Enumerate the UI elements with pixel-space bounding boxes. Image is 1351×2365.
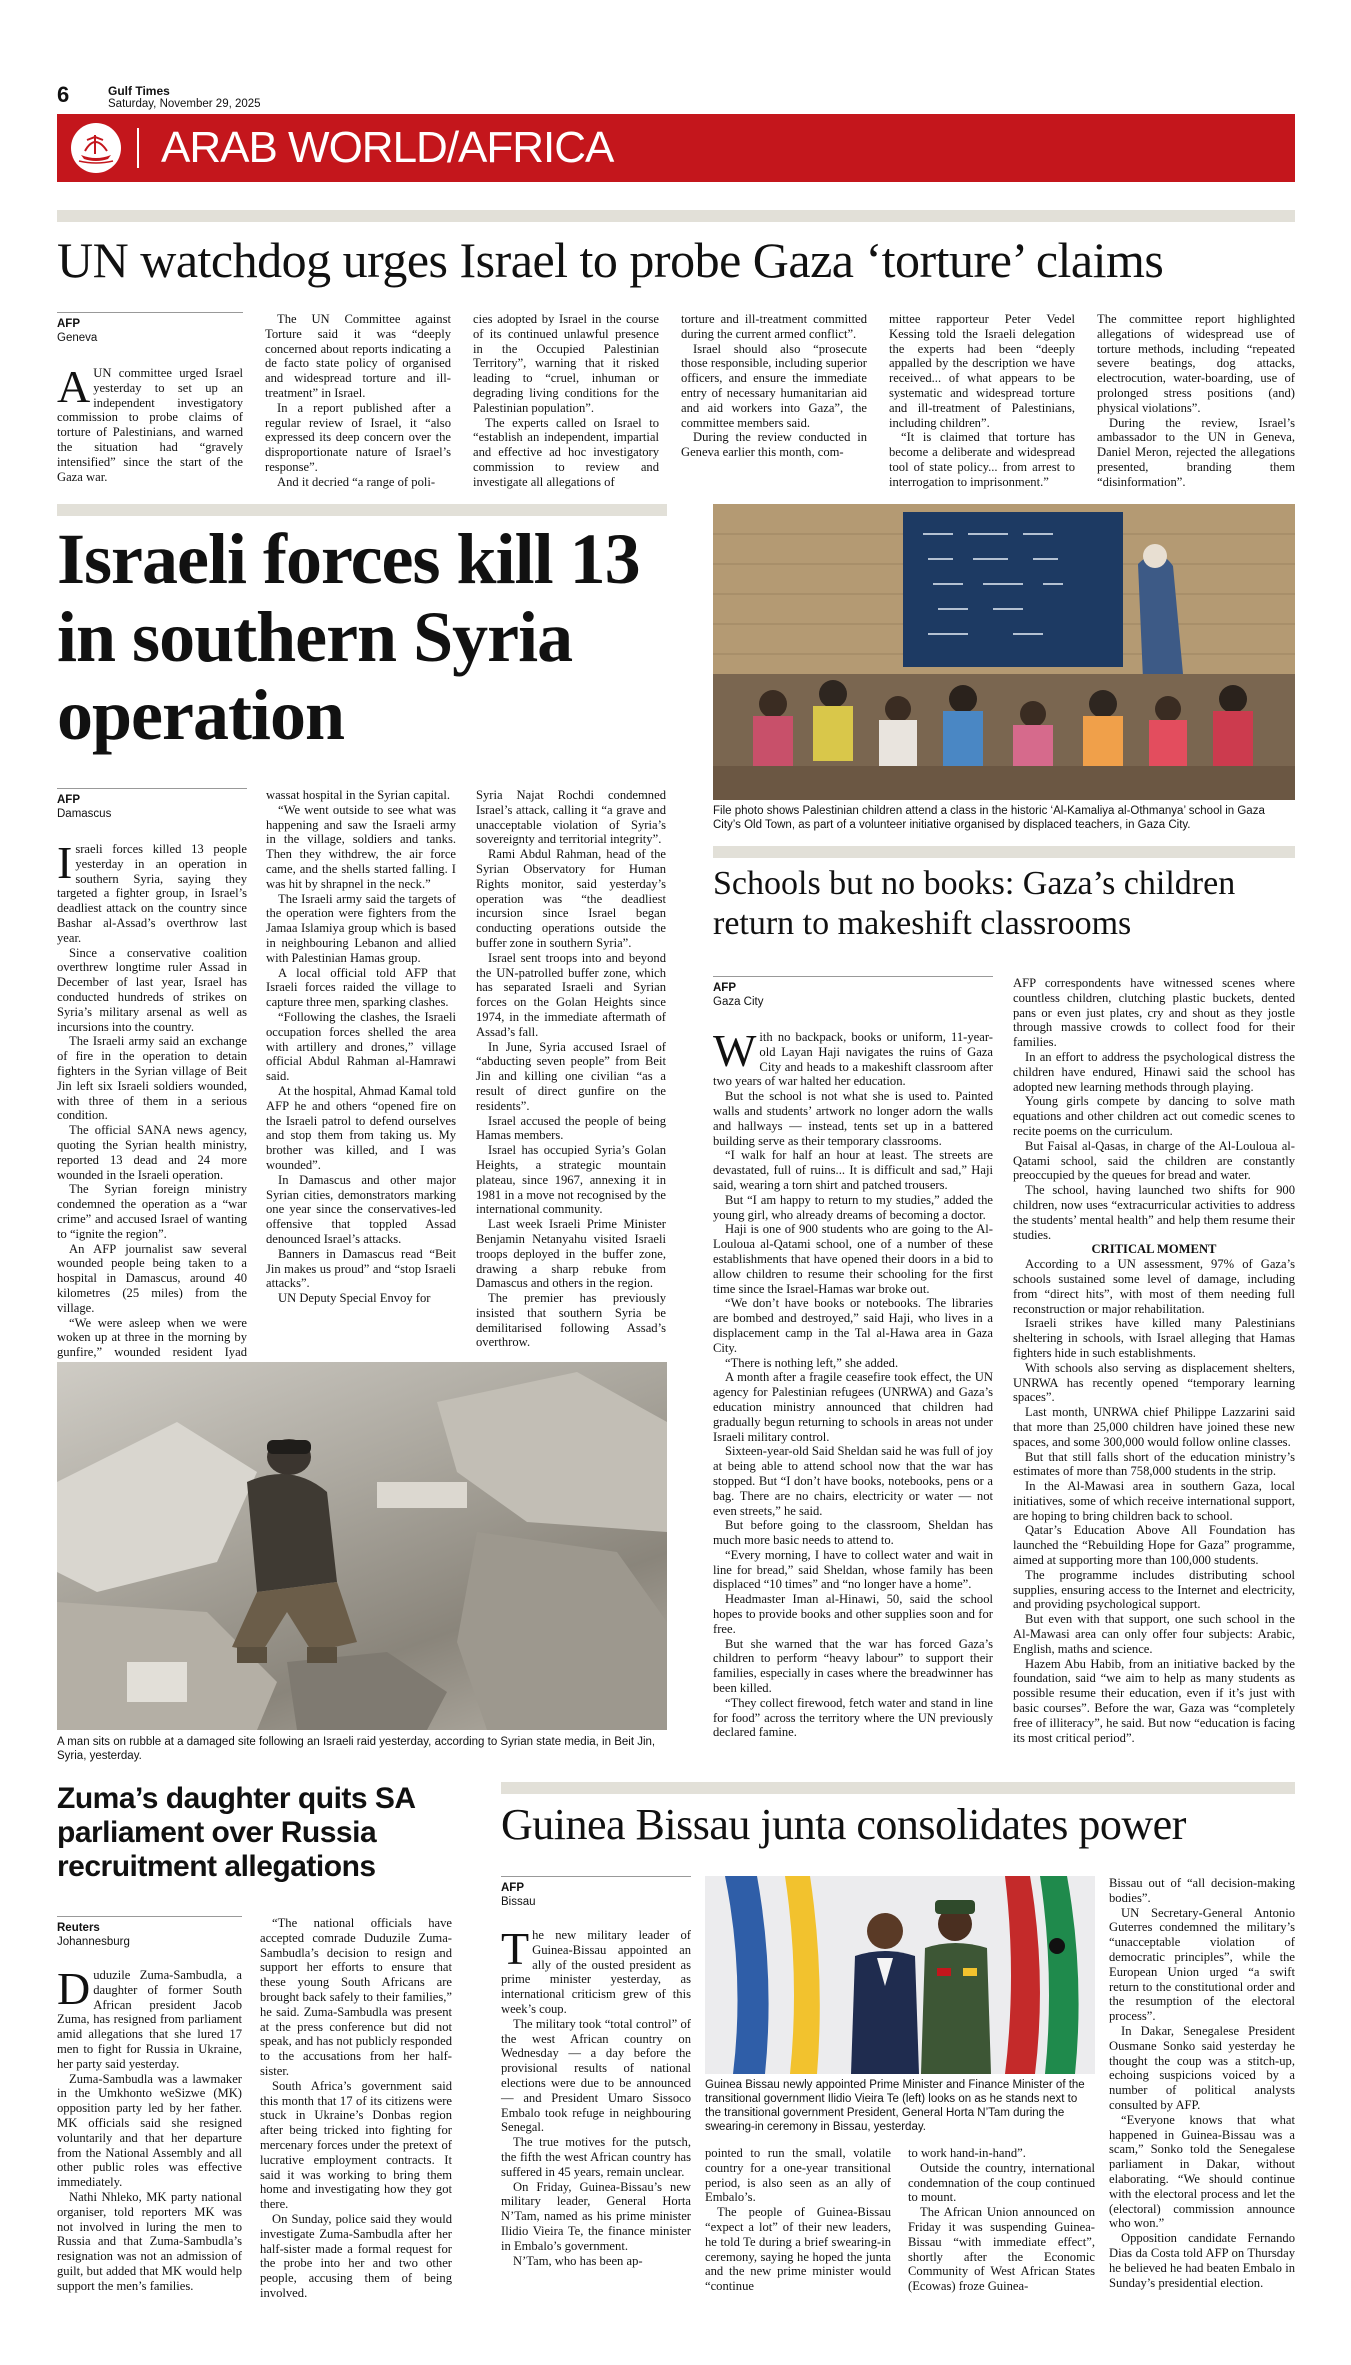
section-rule [57,210,1295,222]
swearing-in-photo [705,1876,1095,2074]
story5-byline [501,1876,691,1909]
story1-paragraph: UN committee urged Israel yesterday to set up an independent investigatory commission to probe claims of torture of Palestinians, and warned the situation had “gravely intensified” since the start of the Gaza war. [57,366,243,484]
story3-paragraph: “They collect firewood, fetch water and stand in line for food” across the territory where the UN previously declared famine. [713,1695,993,1740]
story4-col2 [260,1916,452,2301]
story2-byline [57,788,247,821]
story3-paragraph: Hazem Abu Habib, from an initiative backed by the foundation, said “we aim to help as many students as possible resume their education, even if it’s just with basic courses”. Before the war, Gaza was “completely free of illiteracy”, he said. But now “education is facing its most critical period”. [1013,1656,1295,1745]
story5-paragraph: In Dakar, Senegalese President Ousmane Sonko said yesterday he thought the coup was a stitch-up, echoing suspicions voiced by a number of political analysts consulted by AFP. [1109,2023,1295,2112]
story3-paragraph: But the school is not what she is used to. Painted walls and students’ artwork no longer adorn the walls and hallways — instead, tents set up in a battered building serve as their temporary classrooms. [713,1089,993,1148]
story4-dropcap: D [57,1963,91,2014]
story4-paragraph: On Sunday, police said they would investigate Zuma-Sambudla after her half-sister made a formal request for the probe into her and two other people, accusing them of being involved. [260,2211,452,2300]
story2-dropcap: I [57,837,73,888]
story1-paragraph: And it decried “a range of poli- [277,474,436,489]
story1-paragraph: During the review, Israel’s ambassador to the UN in Geneva, Daniel Meron, rejected the allegations presented, branding them “disinformation”. [1097,415,1295,489]
story5-dropcap: T [501,1923,530,1974]
story5-paragraph: Outside the country, international condemnation of the coup continued to mount. [908,2160,1095,2205]
story1-paragraph: The committee report highlighted allegations of widespread use of torture methods, including “repeated severe beatings, dog attacks, electrocution, water-boarding, use of prolonged stress positions (and) physical violations”. [1097,312,1295,415]
story2-paragraph: The Israeli army said the targets of the operation were fighters from the Jamaa Islamiya group which is based in neighbouring Lebanon and allied with Palestinian Hamas group. [266,891,456,965]
story1-headline: UN watchdog urges Israel to probe Gaza ‘torture’ claims [57,232,1164,288]
story3-paragraph: “I walk for half an hour at least. The streets are devastated, full of ruins... It is difficult and sad,” Haji said, wearing a torn shirt and patched trousers. [713,1148,993,1192]
story5-col1 [501,1923,691,2268]
story4-col1 [57,1963,242,2294]
story1-col1 [57,361,243,484]
story1-paragraph: torture and ill-treatment committed during the current armed conflict”. [681,312,867,341]
story2-col3 [476,788,666,1350]
story2-paragraph: An AFP journalist saw several wounded people being taken to a hospital in Damascus, around 40 kilometres (25 miles) from the village. [57,1241,247,1315]
story3-paragraph: In the Al-Mawasi area in southern Gaza, local initiatives, some of which receive international support, are hoping to bring children back to school. [1013,1479,1295,1523]
story3-col2 [1013,976,1295,1745]
story1-col4 [681,312,867,460]
story3-paragraph: A month after a fragile ceasefire took effect, the UN agency for Palestinian refugees (UNRWA) and Gaza’s education ministry announced that children had gradually begun returning to schools in areas not under Israeli military control. [713,1370,993,1444]
story5-paragraph: he new military leader of Guinea-Bissau appointed an ally of the ousted president as prime minister yesterday, as international criticism grew of this week’s coup. [501,1928,691,2016]
story2-headline: Israeli forces kill 13 in southern Syria operation [57,519,640,755]
story1-col2 [265,312,451,490]
story5-headline: Guinea Bissau junta consolidates power [501,1800,1186,1849]
story4-paragraph: South Africa’s government said this month that 17 of its citizens were stuck in Ukraine’s Donbas region after being tricked into fighting for mercenary forces under the pretext of lucrative employment contracts. It said it was working to bring them home and investigating how they got there. [260,2078,452,2212]
story2-dateline: Damascus [57,808,112,820]
story4-paragraph: Nathi Nhleko, MK party national organiser, told reporters MK was not involved in luring the men to Russia and that Zuma-Sambudla’s resignation was not an admission of guilt, but added that MK would help support the men’s families. [57,2189,242,2293]
story3-paragraph: “Every morning, I have to collect water and wait in line for bread,” said Sheldan, whose family has been displaced “10 times” and “no longer have a home”. [713,1547,993,1592]
page-number: 6 [57,82,70,107]
story1-agency: AFP [57,318,80,330]
story2-paragraph: Syria Najat Rochdi condemned Israel’s attack, calling it “a grave and unacceptable violation of Syria’s sovereignty and territorial integrity”. [476,788,666,847]
story2-paragraph: The premier has previously insisted that southern Syria be demilitarised following Assad’s overthrow. [476,1291,666,1350]
story2-agency: AFP [57,794,80,806]
story5-paragraph: N’Tam, who has been ap- [513,2253,643,2268]
story5-paragraph: UN Secretary-General Antonio Guterres condemned the military’s “unacceptable violation of democratic principles”, while the European Union urged “a swift return to the constitutional order and the resumption of the electoral process”. [1109,1905,1295,2024]
story3-paragraph: In an effort to address the psychological distress the children have endured, Hinawi said the school has adopted new learning methods through playing. [1013,1049,1295,1094]
story2-paragraph: Banners in Damascus read “Beit Jin makes us proud” and “stop Israeli attacks”. [266,1246,456,1291]
story2-paragraph: Israel sent troops into and beyond the UN-patrolled buffer zone, which has separated Israeli and Syrian forces on the Golan Heights since 1974, in the immediate aftermath of Assad’s fall. [476,950,666,1039]
story1-paragraph: “It is claimed that torture has become a deliberate and widespread tool of state policy... from arrest to interrogation to imprisonment.” [889,430,1075,489]
story2-paragraph: UN Deputy Special Envoy for [278,1291,431,1306]
story2-paragraph: In June, Syria accused Israel of “abducting seven people” from Beit Jin and killing one civilian “as a result of direct gunfire on the residents”. [476,1039,666,1113]
story5-paragraph: The African Union announced on Friday it was suspending Guinea-Bissau “with immediate effect”, shortly after the Economic Community of West African States (Ecowas) froze Guinea- [908,2205,1095,2294]
story1-paragraph: cies adopted by Israel in the course of its continued unlawful presence in the Occupied Palestinian Territory”, warning that it risked leading to “cruel, inhuman or degrading living conditions for the Palestinian population”. [473,312,659,415]
story4-byline [57,1916,242,1949]
story2-paragraph: Israel has occupied Syria’s Golan Heights, a strategic mountain plateau, since 1967, annexing it in 1981 in a move not recognised by the international community. [476,1143,666,1217]
section-rule [501,1782,1295,1794]
story2-paragraph: wassat hospital in the Syrian capital. [266,788,450,802]
story3-col1 [713,1025,993,1740]
story3-dateline: Gaza City [713,996,764,1008]
story3-paragraph: AFP correspondents have witnessed scenes where countless children, clutching plastic buckets, dented pans or even just plates, cry and shout as they jostle through massive crowds to collect food for their families. [1013,976,1295,1050]
story3-paragraph: With schools also serving as displacement shelters, UNRWA has recently opened “temporary learning spaces”. [1013,1360,1295,1405]
story1-byline [57,312,243,345]
section-banner [57,114,1295,182]
story1-col3 [473,312,659,490]
story3-paragraph: The school, having launched two shifts for 900 children, now uses “extracurricular activities to address the students’ mental health” and help them resume their studies. [1013,1183,1295,1242]
story3-paragraph: Sixteen-year-old Said Sheldan said he was full of joy at being able to attend school now that the war has stopped. But “I don’t have books, notebooks, pens or a bag. There are no chairs, electricity or water — not even streets,” he said. [713,1444,993,1518]
story3-subhead: CRITICAL MOMENT [1091,1242,1217,1257]
publication-name: Gulf Times [108,84,170,98]
story1-paragraph: Israel should also “prosecute those responsible, including superior officers, and ensure the immediate entry of necessary humanitarian aid and aid workers into Gaza”, the committee members said. [681,341,867,430]
story2-paragraph: Last week Israeli Prime Minister Benjamin Netanyahu visited Israeli troops deployed in the buffer zone, drawing a sharp rebuke from Damascus and others in the region. [476,1217,666,1291]
story1-dateline: Geneva [57,332,98,344]
story1-paragraph: The experts called on Israel to “establish an independent, impartial and effective ad hoc investigatory commission to review and investigate all allegations of [473,415,659,489]
story5-paragraph: On Friday, Guinea-Bissau’s new military leader, General Horta N’Tam, named as his prime minister Ilidio Vieira Te, the finance minister in Embalo’s government. [501,2179,691,2253]
story3-agency: AFP [713,982,736,994]
story5-paragraph: to work hand-in-hand”. [908,2146,1026,2160]
story5-col2 [705,2146,891,2294]
story5-paragraph: Opposition candidate Fernando Dias da Costa told AFP on Thursday he believed he had beaten Embalo in Sunday’s presidential election. [1109,2231,1295,2290]
story3-paragraph: “We don’t have books or notebooks. The libraries are bombed and destroyed,” said Haji, who lives in a displacement camp in the Tal al-Hawa area in Gaza City. [713,1296,993,1355]
story5-paragraph: The military took “total control” of the west African country on Wednesday — a day before the provisional results of national elections were due to be announced — and President Umaro Sissoco Embalo took refuge in neighbouring Senegal. [501,2016,691,2135]
issue-date: Saturday, November 29, 2025 [108,98,261,110]
story2-paragraph: “We were asleep when we were woken up at three in the morning by gunfire,” wounded resident Iyad [57,1315,247,1360]
ship-logo-icon [71,123,121,173]
story4-paragraph: uduzile Zuma-Sambudla, a daughter of former South African president Jacob Zuma, has resigned from parliament amid allegations that she lured 17 men to fight for Russia in Ukraine, her party said yesterday. [57,1968,242,2071]
story3-paragraph: Qatar’s Education Above All Foundation has launched the “Rebuilding Hope for Gaza” programme, aimed at supporting more than 100,000 students. [1013,1523,1295,1568]
story2-paragraph: The Israeli army said an exchange of fire in the operation to detain fighters in the Syrian village of Beit Jin left six Israeli soldiers wounded, with three of them in a serious condition. [57,1034,247,1123]
story3-byline [713,976,993,1009]
story1-paragraph: In a report published after a regular review of Israel, it “also expressed its deep concern over the disproportionate nature of Israel’s response”. [265,400,451,474]
story5-paragraph: “Everyone knows that what happened in Guinea-Bissau was a scam,” Sonko told the Senegalese parliament in Dakar, without elaborating. “We should continue with the electoral process and let the (electoral) commission announce who won.” [1109,2112,1295,2231]
story1-paragraph: During the review conducted in Geneva earlier this month, com- [681,430,867,460]
section-rule [57,504,667,516]
story2-paragraph: Israel accused the people of being Hamas members. [476,1113,666,1143]
story2-paragraph: A local official told AFP that Israeli forces raided the village to capture three men, sparking clashes. [266,965,456,1010]
story4-paragraph: “The national officials have accepted comrade Duduzile Zuma-Sambudla’s decision to resign and support her efforts to ensure that these young South Africans are brought back safely to their families,” he said. Zuma-Sambudla was present at the press conference but did not speak, and has not publicly responded to the accusations from her half-sister. [260,1916,452,2078]
classroom-photo [713,504,1295,800]
story4-headline: Zuma’s daughter quits SA parliament over Russia recruitment allegations [57,1782,415,1883]
story5-paragraph: Bissau out of “all decision-making bodies”. [1109,1876,1295,1905]
story3-paragraph: But she warned that the war has forced Gaza’s children to perform “heavy labour” to support their families, especially in cases where the breadwinner has been killed. [713,1636,993,1696]
story1-col6 [1097,312,1295,490]
story2-paragraph: The official SANA news agency, quoting the Syrian health ministry, reported 13 dead and 24 more wounded in the Israeli operation. [57,1123,247,1182]
story3-paragraph: The programme includes distributing school supplies, ensuring access to the Internet and electricity, and providing psychological support. [1013,1567,1295,1612]
story3-paragraph: ith no backpack, books or uniform, 11-year-old Layan Haji navigates the ruins of Gaza City and heads to a makeshift classroom after two years of war halted her education. [713,1030,993,1089]
section-title: ARAB WORLD/AFRICA [161,123,614,172]
story5-col4 [1109,1876,1295,2290]
story5-dateline: Bissau [501,1896,536,1908]
story3-paragraph: But “I am happy to return to my studies,” added the young girl, who already dreams of becoming a doctor. [713,1192,993,1222]
story2-paragraph: “We went outside to see what was happening and saw the Israeli army in the village, soldiers and tanks. Then they withdrew, the air force came, and the shells started falling. I was hit by shrapnel in the neck.” [266,802,456,891]
story5-paragraph: pointed to run the small, volatile country for a one-year transitional period, is also seen as an ally of Embalo’s. [705,2146,891,2205]
story5-paragraph: The people of Guinea-Bissau “expect a lot” of their new leaders, he told Te during a brief swearing-in ceremony, saying he hoped the junta and the new prime minister would “continue [705,2205,891,2294]
story3-paragraph: But that still falls short of the education ministry’s estimates of more than 758,000 students in the strip. [1013,1449,1295,1479]
story3-paragraph: “There is nothing left,” she added. [725,1355,899,1370]
story5-col3 [908,2146,1095,2294]
story1-paragraph: The UN Committee against Torture said it was “deeply concerned about reports indicating a de facto state policy of organised and widespread torture and ill-treatment” in Israel. [265,312,451,400]
story2-paragraph: The Syrian foreign ministry condemned the operation as a “war crime” and accused Israel of wanting to “ignite the region”. [57,1182,247,1241]
story5-paragraph: The true motives for the putsch, the fifth the west African country has suffered in 45 years, remain unclear. [501,2135,691,2179]
story3-paragraph: Last month, UNRWA chief Philippe Lazzarini said that more than 25,000 children have joined these new spaces, and some 300,000 would follow online classes. [1013,1405,1295,1449]
story1-dropcap: A [57,361,91,412]
story2-paragraph: Rami Abdul Rahman, head of the Syrian Observatory for Human Rights monitor, said yesterday’s operation was “the deadliest incursion since Israel began conducting operations outside the buffer zone in southern Syria”. [476,847,666,950]
story4-paragraph: Zuma-Sambudla was a lawmaker in the Umkhonto weSizwe (MK) opposition party led by her father. MK officials said she resigned voluntarily and that her departure from the National Assembly and all other public roles was effective immediately. [57,2071,242,2190]
story2-paragraph: At the hospital, Ahmad Kamal told AFP he and others “opened fire on the Israeli patrol to defend ourselves and stop them from taking us. My brother was killed, and I was wounded”. [266,1083,456,1172]
story3-dropcap: W [713,1025,757,1076]
banner-divider [137,128,139,168]
story3-paragraph: According to a UN assessment, 97% of Gaza’s schools sustained some level of damage, including from “direct hits”, with most of them needing full reconstruction or major rehabilitation. [1013,1257,1295,1316]
rubble-photo-caption: A man sits on rubble at a damaged site following an Israeli raid yesterday, according to Syrian state media, in Beit Jin, Syria, yesterday. [57,1736,656,1762]
story2-col2 [266,788,456,1306]
story2-col1 [57,837,247,1375]
story2-paragraph: sraeli forces killed 13 people yesterday in an operation in southern Syria, saying they targeted a fighter group, in Israel’s deadliest attack on the country since Bashar al-Assad’s overthrow last year. [57,842,247,945]
story3-paragraph: Young girls compete by dancing to solve math equations and other children act out comedic scenes to recite poems on the curriculum. [1013,1094,1295,1138]
story5-agency: AFP [501,1882,524,1894]
section-rule [713,846,1295,858]
story3-paragraph: Headmaster Iman al-Hinawi, 50, said the school hopes to provide books and other supplies soon and for free. [713,1592,993,1636]
story2-paragraph: “Following the clashes, the Israeli occupation forces shelled the area with artillery and drones,” village official Abdul Rahman al-Hamrawi said. [266,1009,456,1084]
story3-paragraph: Israeli strikes have killed many Palestinians sheltering in schools, with Israel alleging that Hamas fighters hide in such establishments. [1013,1316,1295,1360]
rubble-photo [57,1362,667,1730]
swearing-in-photo-caption: Guinea Bissau newly appointed Prime Minister and Finance Minister of the transitional government Ilidio Vieira Te (left) looks on as he stands next to the transitional government President, General Horta N’Tam during the swearing-in ceremony in Bissau, yesterday. [705,2079,1085,2133]
story3-headline: Schools but no books: Gaza’s children return to makeshift classrooms [713,865,1236,942]
story3-paragraph: But Faisal al-Qasas, in charge of the Al-Louloua al-Qatami school, said the children are constantly preoccupied by the queues for bread and water. [1013,1138,1295,1183]
story4-dateline: Johannesburg [57,1936,130,1948]
story1-paragraph: mittee rapporteur Peter Vedel Kessing told the Israeli delegation the experts had been “deeply appalled by the description we have received... of what appears to be systematic and widespread torture and ill-treatment of Palestinians, including children”. [889,312,1075,430]
story1-col5 [889,312,1075,490]
story4-agency: Reuters [57,1922,100,1934]
story3-paragraph: But even with that support, one such school in the Al-Mawasi area can only offer four subjects: Arabic, English, maths and science. [1013,1612,1295,1656]
classroom-photo-caption: File photo shows Palestinian children attend a class in the historic ‘Al-Kamaliya al-Othmanya’ school in Gaza City’s Old Town, as part of a volunteer initiative organised by displaced teachers, in Gaza City. [713,805,1265,831]
story3-paragraph: But before going to the classroom, Sheldan has much more basic needs to attend to. [713,1518,993,1548]
story3-paragraph: Haji is one of 900 students who are going to the Al-Louloua al-Qatami school, one of a number of these establishments that have opened their doors in a bid to allow children to resume their schooling for the first time since the Israel-Hamas war broke out. [713,1222,993,1296]
story2-paragraph: In Damascus and other major Syrian cities, demonstrators marking one year since the conservatives-led offensive that toppled Assad denounced Israel’s attacks. [266,1172,456,1246]
story2-paragraph: Since a conservative coalition overthrew longtime ruler Assad in December of last year, Israel has conducted hundreds of strikes on Syria’s military arsenal as well as incursions into the country. [57,945,247,1034]
